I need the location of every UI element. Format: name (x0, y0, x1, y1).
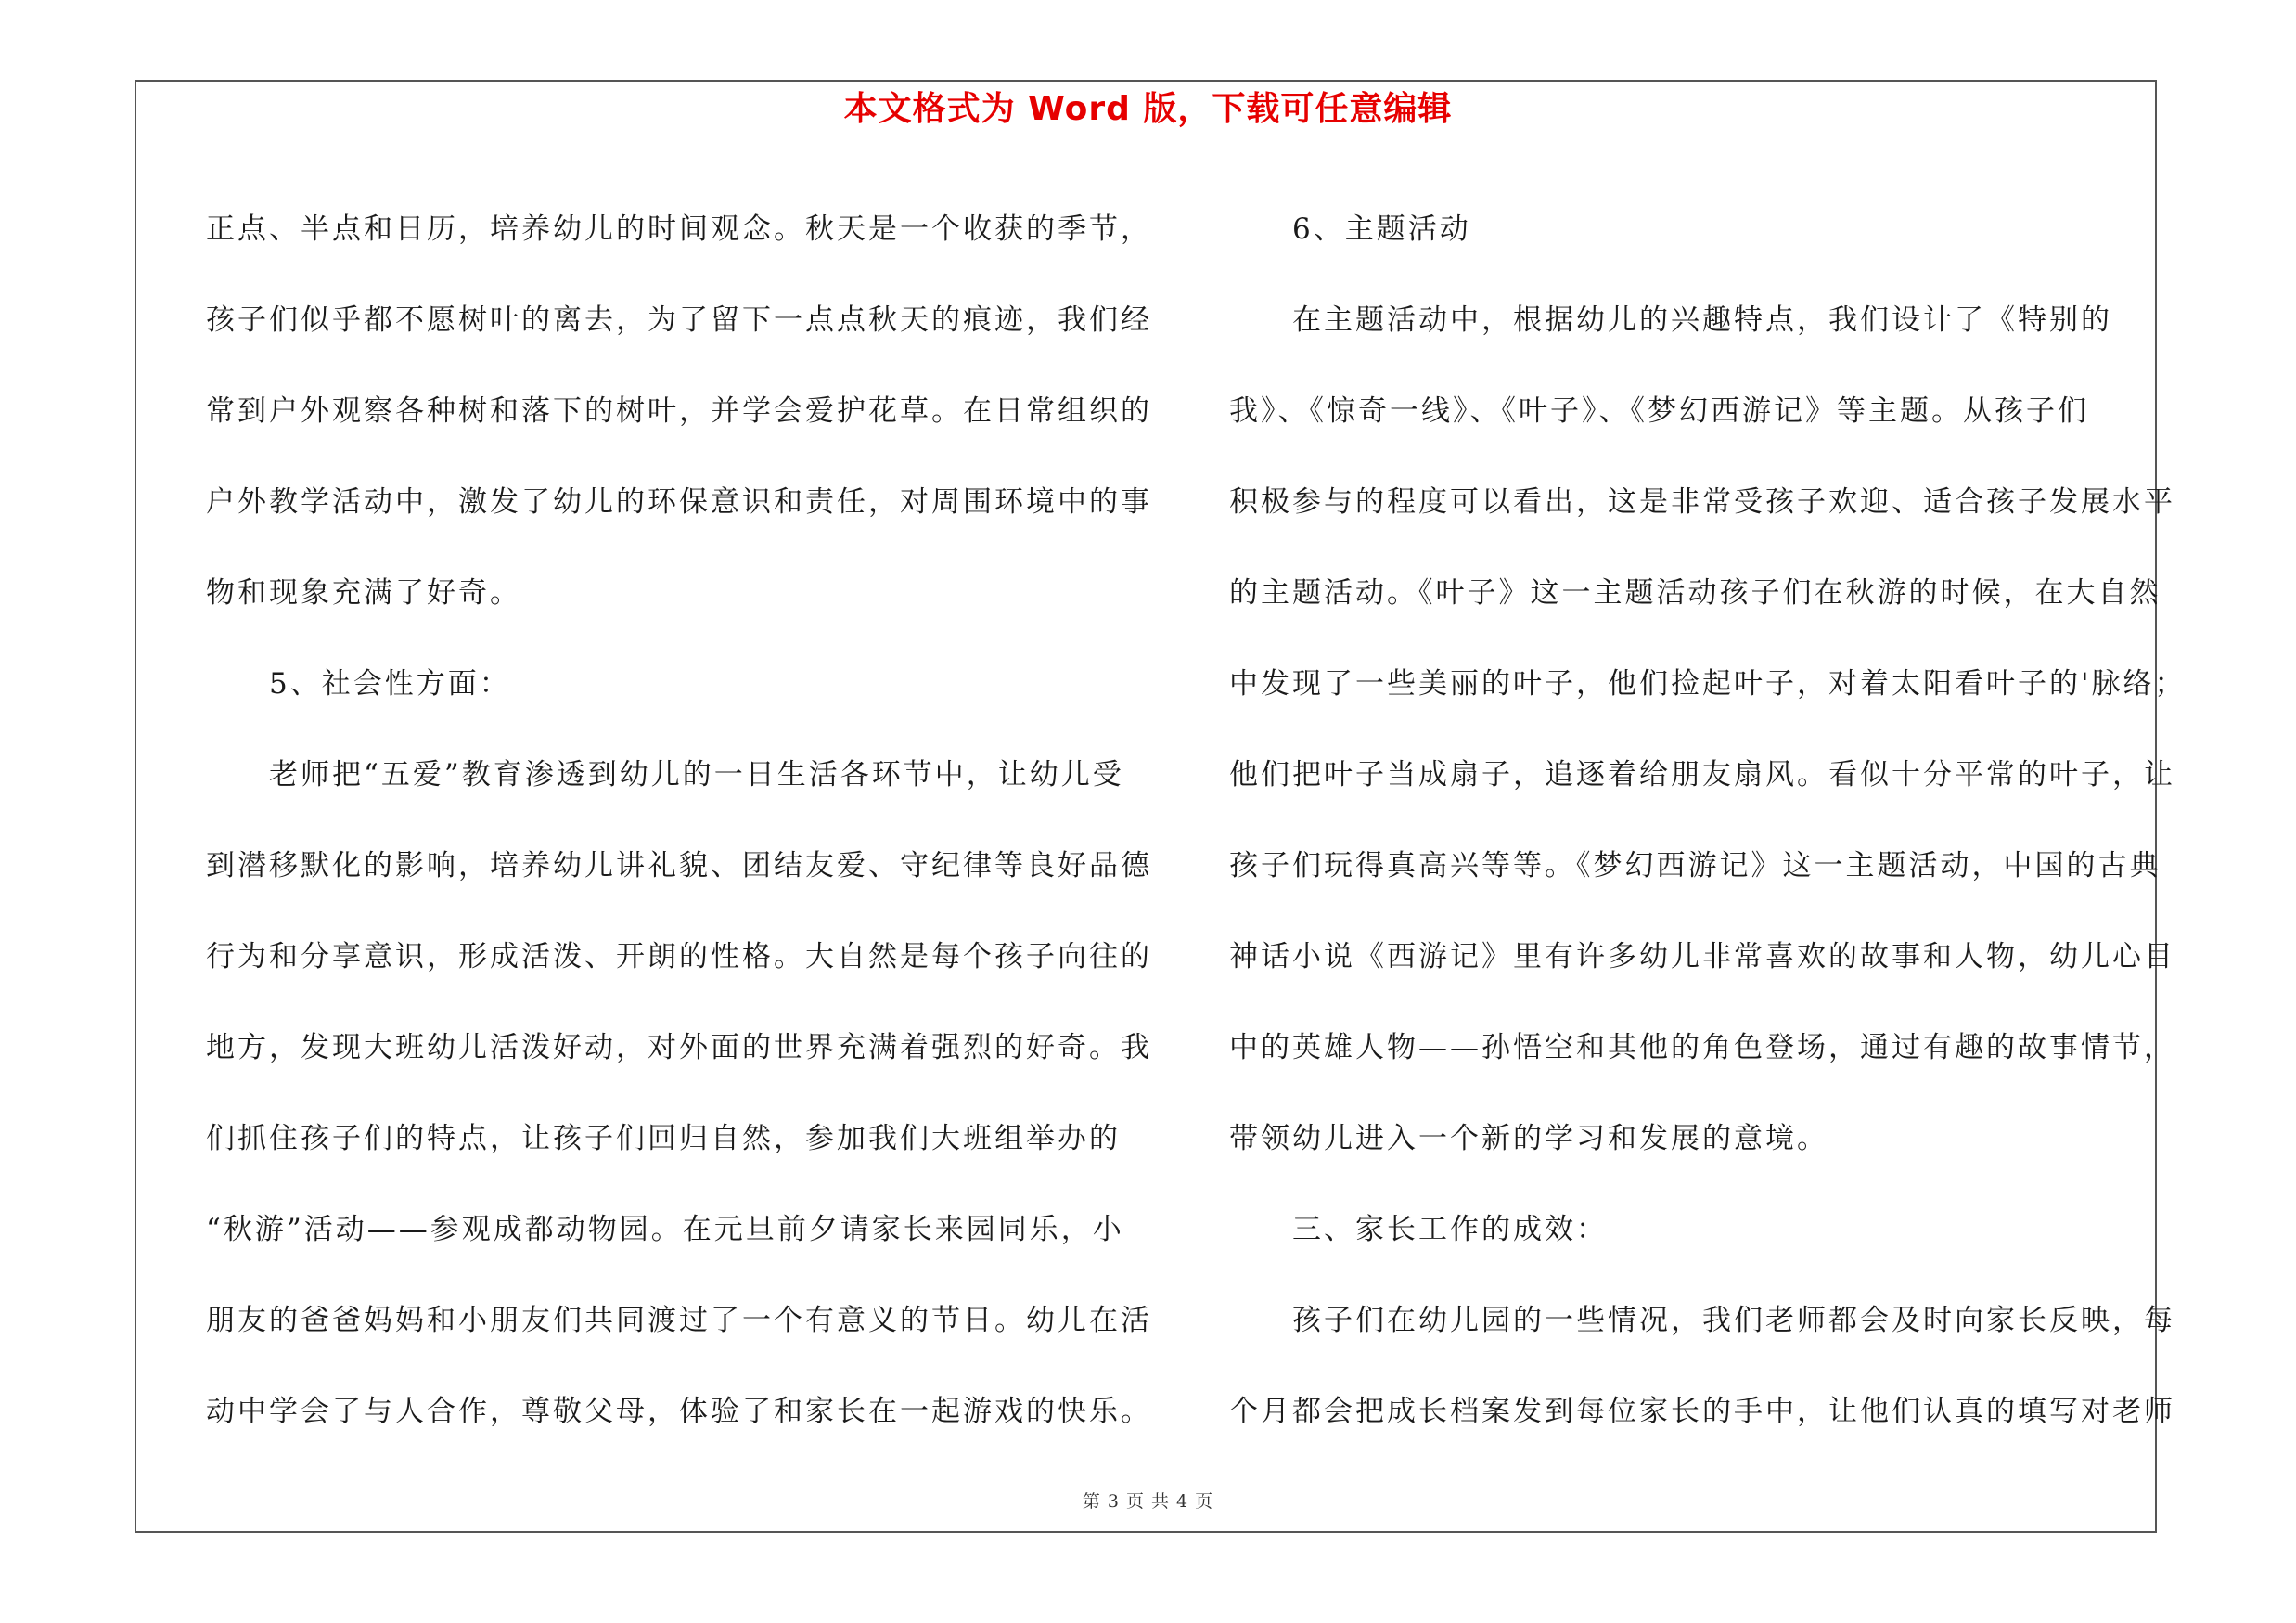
page-number-footer: 第 3 页 共 4 页 (1082, 1491, 1214, 1512)
text-line: 孩子们似乎都不愿树叶的离去，为了留下一点点秋天的痕迹，我们经 (206, 303, 1152, 337)
text-line: 个月都会把成长档案发到每位家长的手中，让他们认真的填写对老师 (1229, 1395, 2175, 1428)
text-line: “秋游”活动——参观成都动物园。在元旦前夕请家长来园同乐，小 (206, 1213, 1124, 1246)
left-column (206, 184, 1152, 1457)
text-line: 中的英雄人物——孙悟空和其他的角色登场，通过有趣的故事情节， (1229, 1031, 2175, 1064)
text-line: 他们把叶子当成扇子，追逐着给朋友扇风。看似十分平常的叶子，让 (1229, 758, 2175, 792)
text-line: 的主题活动。《叶子》这一主题活动孩子们在秋游的时候，在大自然 (1229, 576, 2161, 610)
text-line: 积极参与的程度可以看出，这是非常受孩子欢迎、适合孩子发展水平 (1229, 485, 2175, 519)
text-line: 正点、半点和日历，培养幼儿的时间观念。秋天是一个收获的季节， (206, 213, 1152, 246)
section-heading-theme: 6、主题活动 (1229, 213, 1471, 246)
text-line: 行为和分享意识，形成活泼、开朗的性格。大自然是每个孩子向往的 (206, 940, 1152, 973)
text-line: 物和现象充满了好奇。 (206, 576, 521, 610)
text-line: 常到户外观察各种树和落下的树叶，并学会爱护花草。在日常组织的 (206, 394, 1152, 428)
text-line: 们抓住孩子们的特点，让孩子们回归自然，参加我们大班组举办的 (206, 1122, 1121, 1155)
text-line: 在主题活动中，根据幼儿的兴趣特点，我们设计了《特别的 (1229, 303, 2112, 337)
text-line: 带领幼儿进入一个新的学习和发展的意境。 (1229, 1122, 1828, 1155)
text-line: 神话小说《西游记》里有许多幼儿非常喜欢的故事和人物，幼儿心目 (1229, 940, 2175, 973)
text-line: 到潜移默化的影响，培养幼儿讲礼貌、团结友爱、守纪律等良好品德 (206, 849, 1152, 882)
word-format-banner: 本文格式为 Word 版，下载可任意编辑 (843, 90, 1453, 128)
text-line: 动中学会了与人合作，尊敬父母，体验了和家长在一起游戏的快乐。 (206, 1395, 1152, 1428)
section-heading-social: 5、社会性方面： (206, 667, 511, 701)
text-line: 孩子们玩得真高兴等等。《梦幻西游记》这一主题活动，中国的古典 (1229, 849, 2161, 882)
text-line: 孩子们在幼儿园的一些情况，我们老师都会及时向家长反映，每 (1229, 1304, 2175, 1337)
text-line: 户外教学活动中，激发了幼儿的环保意识和责任，对周围环境中的事 (206, 485, 1152, 519)
text-line: 朋友的爸爸妈妈和小朋友们共同渡过了一个有意义的节日。幼儿在活 (206, 1304, 1152, 1337)
text-line: 中发现了一些美丽的叶子，他们捡起叶子，对着太阳看叶子的'脉络； (1229, 667, 2187, 701)
text-line: 地方，发现大班幼儿活泼好动，对外面的世界充满着强烈的好奇。我 (206, 1031, 1152, 1064)
section-heading-parents: 三、家长工作的成效： (1229, 1213, 1608, 1246)
right-column (1229, 184, 2187, 1457)
text-line: 我》、《惊奇一线》、《叶子》、《梦幻西游记》等主题。从孩子们 (1229, 394, 2089, 428)
text-line: 老师把“五爱”教育渗透到幼儿的一日生活各环节中，让幼儿受 (206, 758, 1124, 792)
